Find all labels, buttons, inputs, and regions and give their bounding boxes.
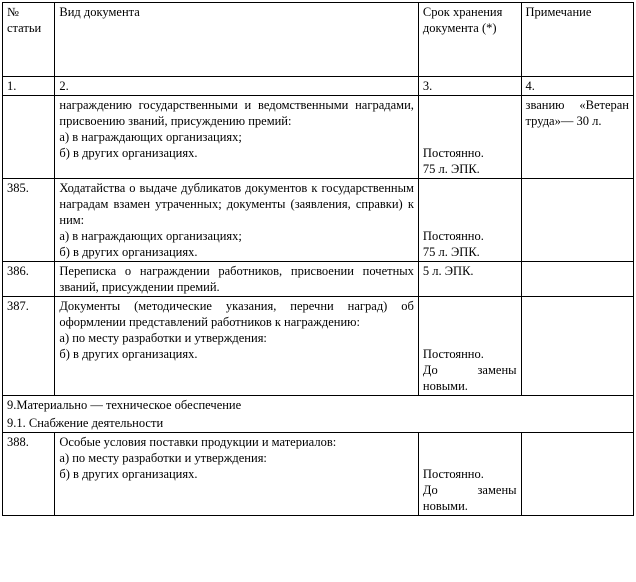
row-term-2: 75 л. ЭПК. [422,245,480,259]
header-row [3,3,634,77]
document-retention-table [2,2,634,516]
row-doc-type [55,179,419,262]
row-note [521,262,633,297]
header-col-note: Примечание [521,3,633,77]
row-item-a: а) по месту разработки и утверждения: [59,331,267,345]
row-number: 385. [3,179,55,262]
table-row [3,433,634,516]
row-note [521,179,633,262]
table-row [3,297,634,396]
header-col-number: № статьи [3,3,55,77]
numbering-cell: 1. [3,77,55,96]
row-text: Особые условия поставки продукции и материалов: [59,435,337,449]
row-item-b: б) в других организациях. [59,146,198,160]
table-row [3,262,634,297]
row-text: Документы (методические указания, перечни наград) об оформлении представлений работников к награждению: [59,299,414,329]
numbering-row [3,77,634,96]
subsection-title: 9.1. Снабжение деятельности [3,414,634,433]
row-number: 388. [3,433,55,516]
row-item-a: а) в награждающих организациях; [59,130,242,144]
row-term [418,179,521,262]
row-term-1: Постоянно. [422,347,484,361]
row-term-1: Постоянно. [422,229,484,243]
table-row [3,96,634,179]
row-note: званию «Ветеран труда»— 30 л. [521,96,633,179]
row-doc-type [55,96,419,179]
row-term-2: 75 л. ЭПК. [422,162,480,176]
row-term-2: До замены новыми. [422,363,517,393]
row-term-1: Постоянно. [422,146,484,160]
row-doc-type [55,433,419,516]
row-term [418,96,521,179]
row-doc-type [55,297,419,396]
row-item-a: а) в награждающих организациях; [59,229,242,243]
row-item-b: б) в других организациях. [59,245,198,259]
row-term: 5 л. ЭПК. [418,262,521,297]
row-term-2: До замены новыми. [422,483,517,513]
row-term [418,433,521,516]
row-doc-type: Переписка о награждении работников, присвоении почетных званий, присуждении премий. [55,262,419,297]
row-note [521,297,633,396]
table-row [3,179,634,262]
row-term [418,297,521,396]
row-term-1: Постоянно. [422,467,484,481]
row-item-b: б) в других организациях. [59,467,198,481]
section-row [3,396,634,415]
numbering-cell: 2. [55,77,419,96]
row-text: награждению государственными и ведомственными наградами, присвоению званий, присуждению премий: [59,98,414,128]
row-note [521,433,633,516]
numbering-cell: 4. [521,77,633,96]
header-col-doc-type: Вид документа [55,3,419,77]
numbering-cell: 3. [418,77,521,96]
section-title: 9.Материально — техническое обеспечение [3,396,634,415]
row-number: 386. [3,262,55,297]
row-item-b: б) в других организациях. [59,347,198,361]
header-col-term: Срок хранения документа (*) [418,3,521,77]
row-number: 387. [3,297,55,396]
row-number [3,96,55,179]
row-item-a: а) по месту разработки и утверждения: [59,451,267,465]
subsection-row [3,414,634,433]
row-text: Ходатайства о выдаче дубликатов документов к государственным наградам взамен утраченных; документы (заявления, справки) к ним: [59,181,414,227]
